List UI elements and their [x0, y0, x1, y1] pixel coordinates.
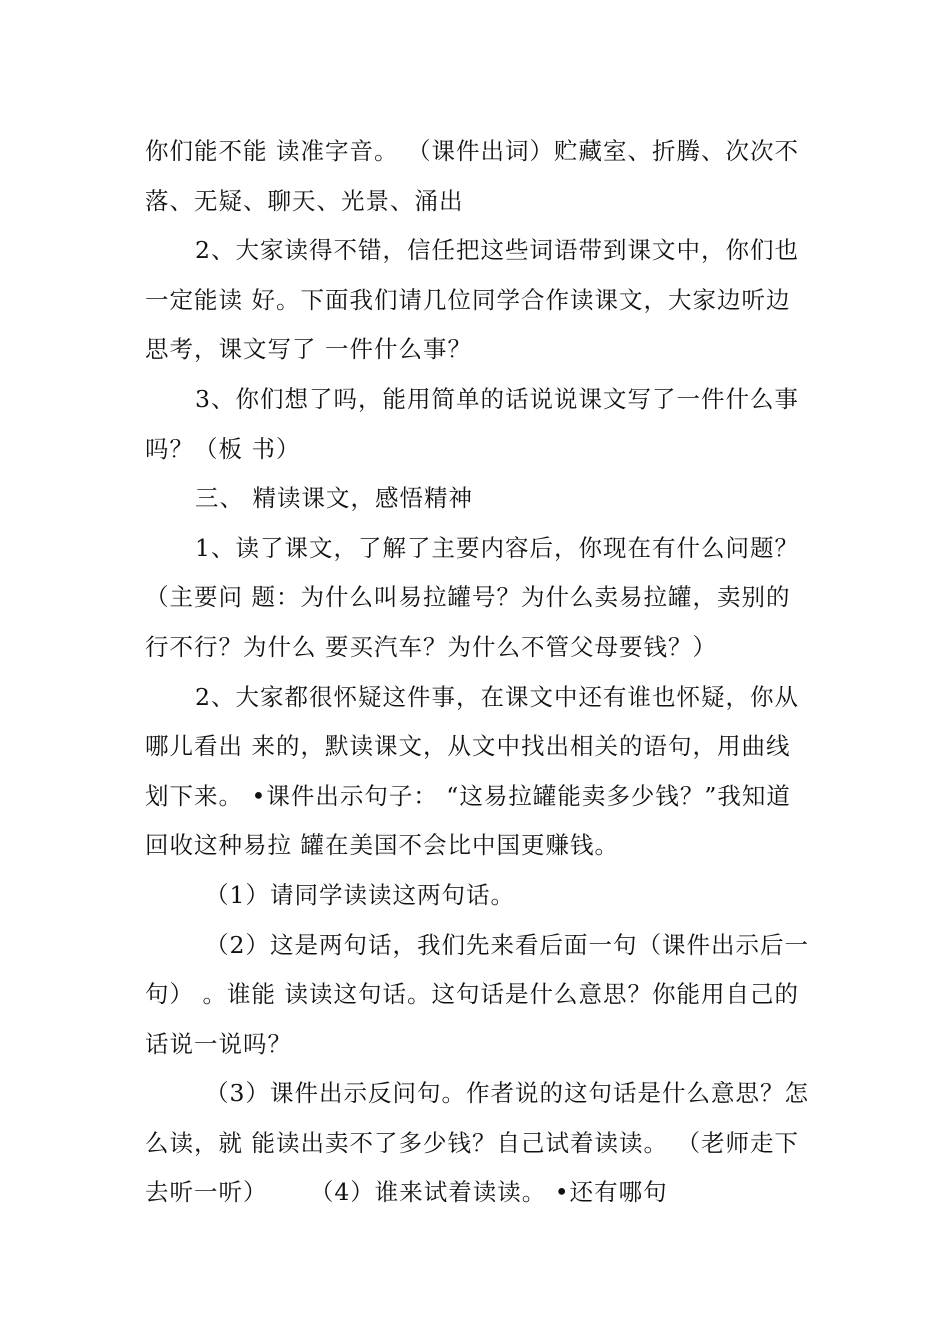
- paragraph-1: 你们能不能 读准字音。 （课件出词）贮藏室、折腾、次次不落、无疑、聊天、光景、涌出: [145, 137, 799, 215]
- paragraph-2: 2、大家读得不错，信任把这些词语带到课文中，你们也一定能读 好。下面我们请几位同学合作读课文，大家边听边思考，课文写了 一件什么事？: [145, 236, 799, 364]
- section-heading-3: 三、 精读课文，感悟精神: [195, 484, 473, 513]
- sub-paragraph-1: （1）请同学读读这两句话。: [205, 880, 515, 909]
- document-body: [145, 127, 809, 1218]
- paragraph-4: 1、读了课文，了解了主要内容后，你现在有什么问题？（主要问 题：为什么叫易拉罐号？为什么卖易拉罐，卖别的行不行？为什么 要买汽车？为什么不管父母要钱？）: [145, 533, 799, 661]
- sub-paragraph-3: （3）课件出示反问句。作者说的这句话是什么意思？怎么读，就 能读出卖不了多少钱？自己试着读读。 （老师走下去听一听） （4）谁来试着读读。 •还有哪句: [145, 1079, 809, 1207]
- sub-paragraph-2: （2）这是两句话，我们先来看后面一句（课件出示后一句） 。谁能 读读这句话。这句话是什么意思？你能用自己的话说一说吗？: [145, 930, 809, 1058]
- paragraph-5: 2、大家都很怀疑这件事，在课文中还有谁也怀疑，你从哪儿看出 来的，默读课文，从文中找出相关的语句，用曲线划下来。 •课件出示句子： “这易拉罐能卖多少钱？”我知道回收这种易拉 罐在美国不会比中国更赚钱。: [145, 682, 799, 860]
- paragraph-3: 3、你们想了吗，能用简单的话说说课文写了一件什么事吗？（板 书）: [145, 384, 799, 463]
